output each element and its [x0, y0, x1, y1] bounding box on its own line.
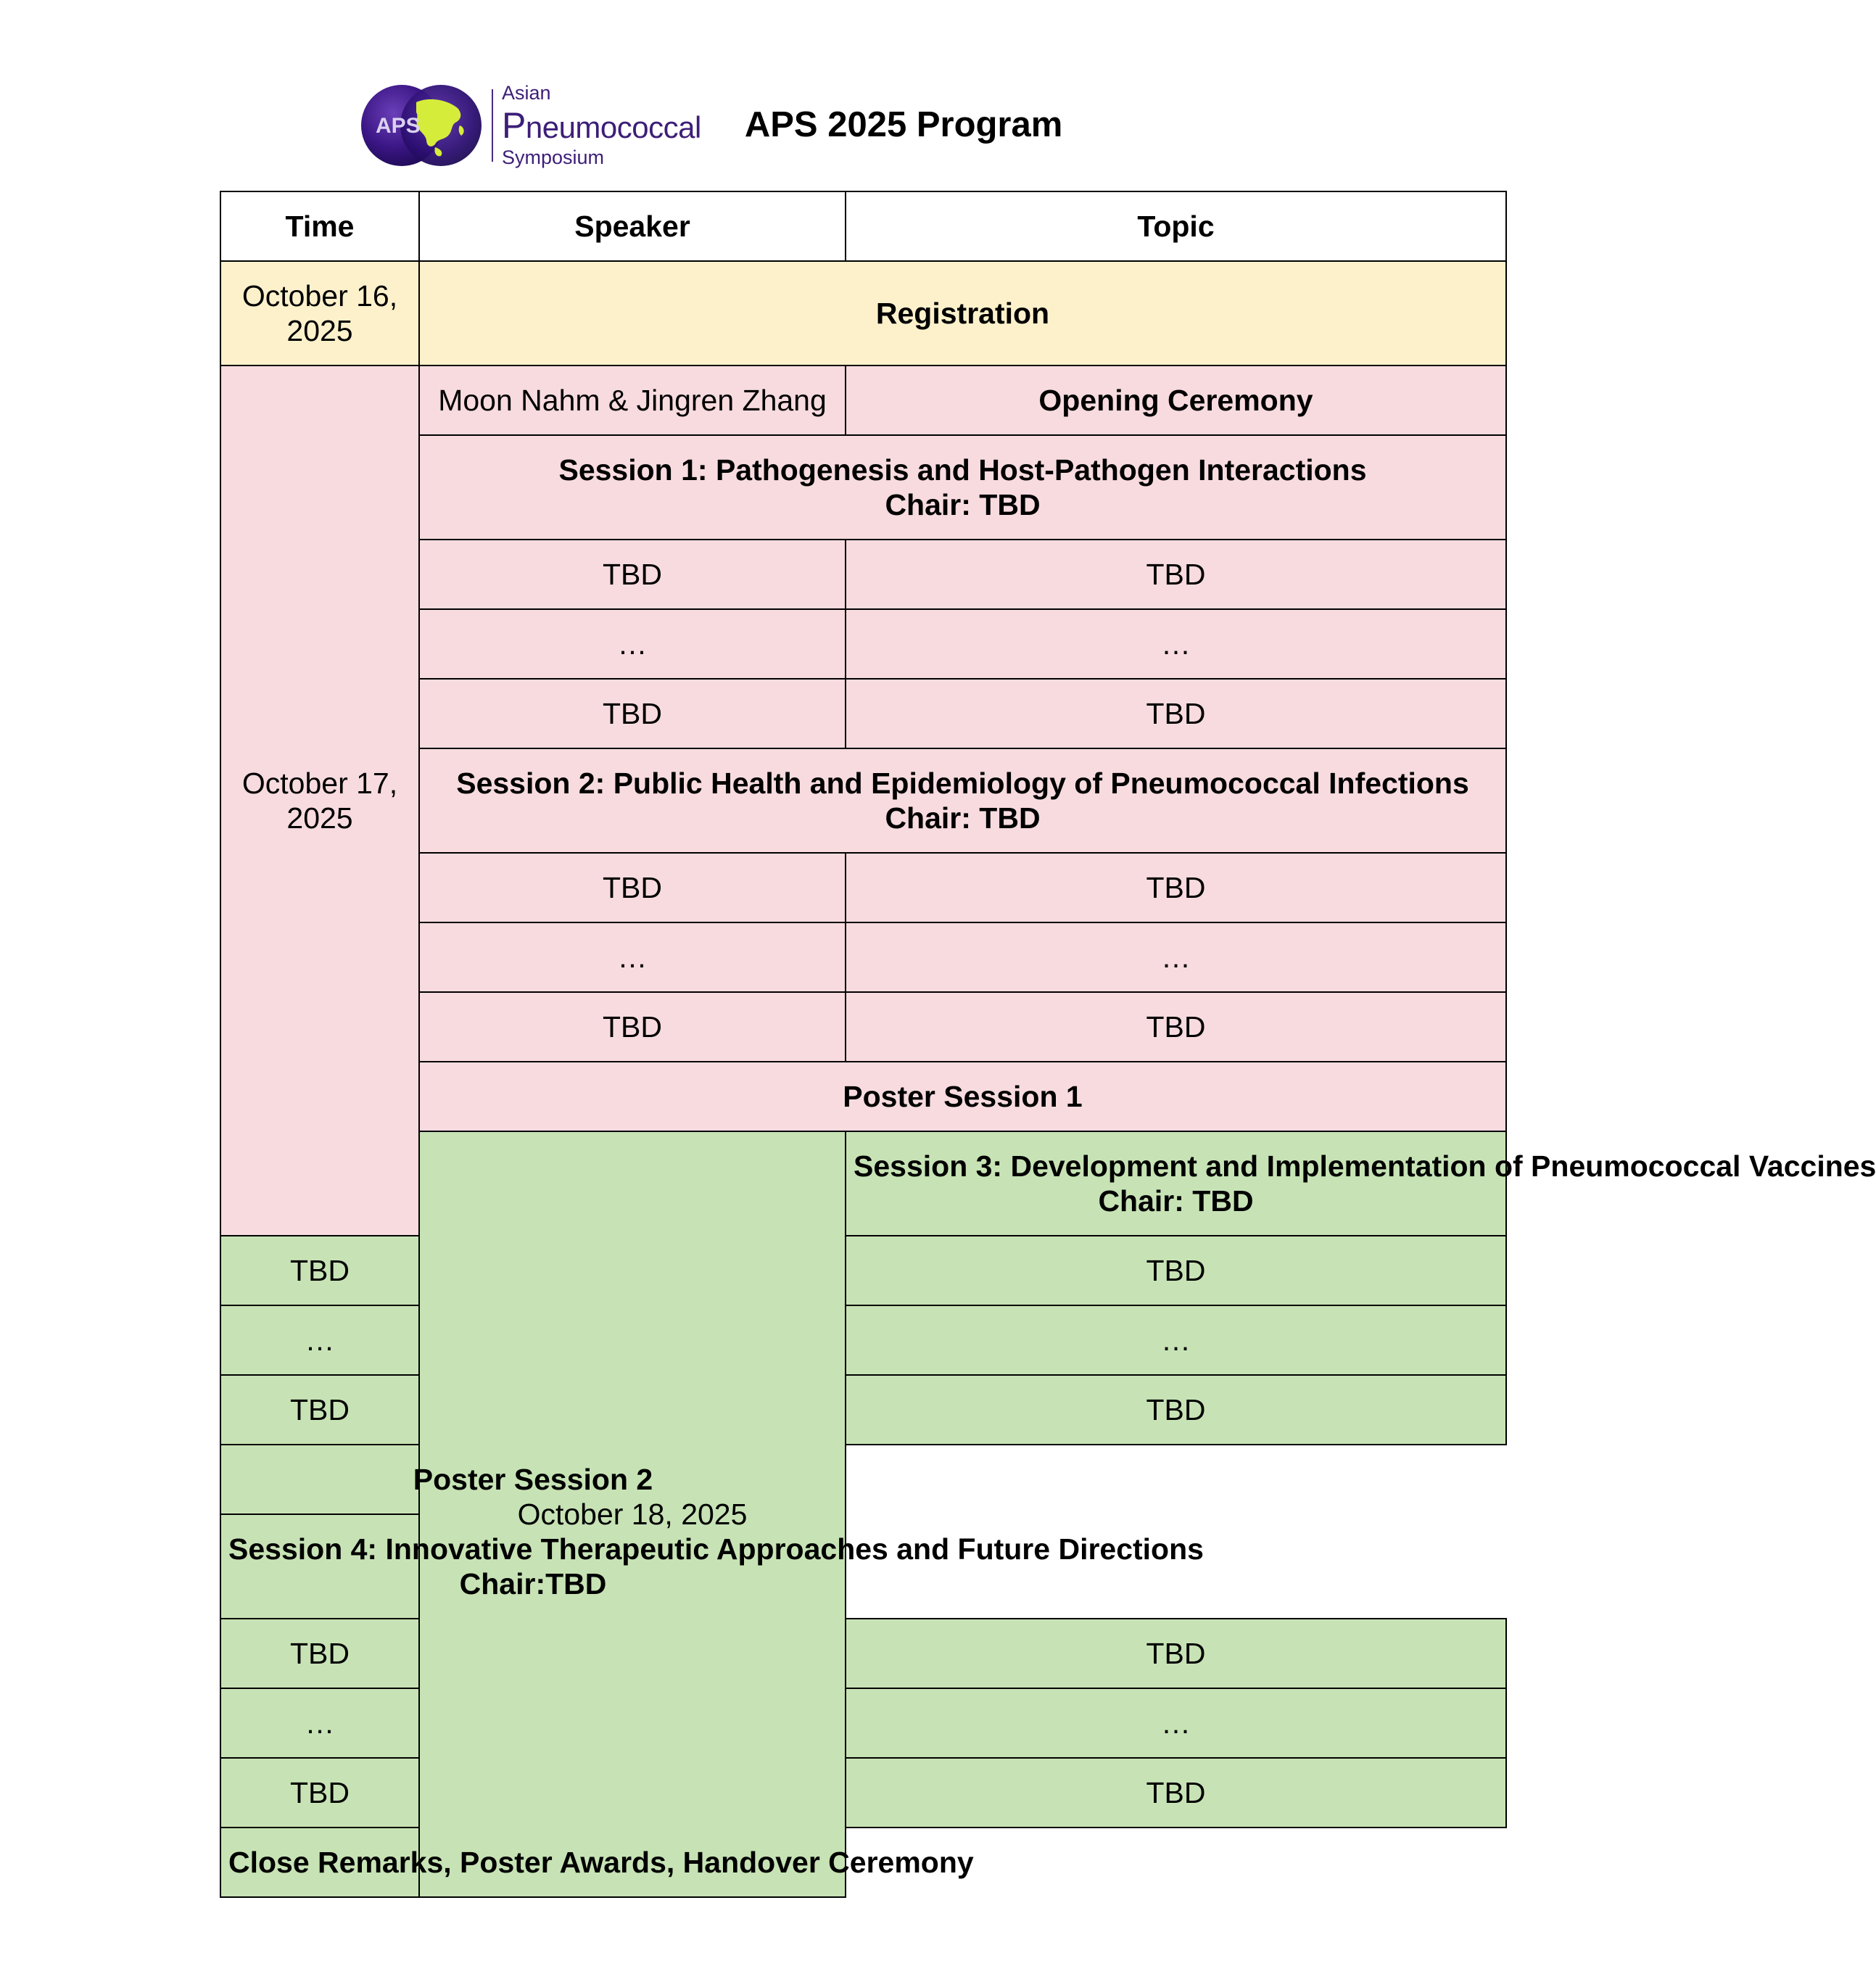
topic-cell: TBD — [846, 1619, 1506, 1688]
topic-cell: TBD — [846, 992, 1506, 1062]
speaker-cell: TBD — [220, 1619, 419, 1688]
table-header-row — [220, 191, 1506, 261]
closing-ceremony-cell: Close Remarks, Poster Awards, Handover Ceremony — [220, 1828, 846, 1897]
poster-session-2-cell: Poster Session 2 — [220, 1445, 846, 1514]
topic-cell: TBD — [846, 540, 1506, 609]
topic-cell: … — [846, 1688, 1506, 1758]
session1-chair: Chair: TBD — [885, 488, 1041, 521]
session1-header — [419, 435, 1506, 540]
header-speaker: Speaker — [419, 191, 846, 261]
logo-initial: P — [502, 104, 526, 146]
logo-line-rest: neumococcal — [525, 110, 701, 144]
table-row — [220, 1375, 1506, 1445]
speaker-cell: … — [419, 922, 846, 992]
session1-title: Session 1: Pathogenesis and Host-Pathogen Interactions — [558, 453, 1367, 487]
topic-cell: TBD — [846, 853, 1506, 922]
header-time: Time — [220, 191, 419, 261]
table-row — [220, 261, 1506, 366]
topic-cell: TBD — [846, 1758, 1506, 1828]
speaker-cell: TBD — [220, 1375, 419, 1445]
table-row — [220, 1758, 1506, 1828]
closing-row — [220, 1828, 1506, 1897]
speaker-cell: TBD — [220, 1236, 419, 1305]
logo-line-asian: Asian — [502, 81, 551, 104]
table-row — [220, 1619, 1506, 1688]
topic-cell: TBD — [846, 1375, 1506, 1445]
opening-topic-cell: Opening Ceremony — [846, 366, 1506, 435]
svg-text:APS: APS — [376, 113, 421, 138]
speaker-cell: TBD — [419, 679, 846, 748]
session3-title: Session 3: Development and Implementation of Pneumococcal Vaccines — [854, 1149, 1876, 1183]
speaker-cell: TBD — [220, 1758, 419, 1828]
speaker-cell: TBD — [419, 540, 846, 609]
speaker-cell: … — [220, 1688, 419, 1758]
registration-cell: Registration — [419, 261, 1506, 366]
opening-speaker-cell: Moon Nahm & Jingren Zhang — [419, 366, 846, 435]
logo-line-symposium: Symposium — [502, 146, 605, 168]
speaker-cell: … — [220, 1305, 419, 1375]
session2-title: Session 2: Public Health and Epidemiology of Pneumococcal Infections — [456, 767, 1469, 800]
globe-logo-icon — [360, 82, 483, 169]
topic-cell: … — [846, 922, 1506, 992]
speaker-cell: … — [419, 609, 846, 679]
aps-logo — [360, 80, 701, 170]
page-title: APS 2025 Program — [744, 105, 1063, 144]
program-table — [220, 191, 1876, 1898]
session-header-row — [220, 1514, 1506, 1619]
speaker-cell: TBD — [419, 992, 846, 1062]
page-header — [360, 80, 1062, 170]
session3-header — [846, 1131, 1876, 1236]
topic-cell: TBD — [846, 1236, 1506, 1305]
session4-title: Session 4: Innovative Therapeutic Approaches and Future Directions — [228, 1532, 1204, 1566]
session3-chair: Chair: TBD — [1098, 1184, 1254, 1218]
session2-header — [419, 748, 1506, 853]
poster-session-row — [220, 1445, 1506, 1514]
topic-cell: … — [846, 1305, 1506, 1375]
poster-session-1-cell: Poster Session 1 — [419, 1062, 1506, 1131]
speaker-cell: TBD — [419, 853, 846, 922]
table-row — [220, 1688, 1506, 1758]
table-row — [220, 366, 1506, 435]
date-cell-oct16: October 16, 2025 — [220, 261, 419, 366]
logo-line-pneumococcal — [502, 104, 701, 146]
table-row — [220, 1236, 1506, 1305]
session2-chair: Chair: TBD — [885, 801, 1041, 835]
date-cell-oct18: October 18, 2025 — [419, 1131, 846, 1897]
header-topic: Topic — [846, 191, 1506, 261]
date-cell-oct17: October 17, 2025 — [220, 366, 419, 1236]
session4-chair: Chair:TBD — [459, 1567, 607, 1601]
table-row — [220, 1305, 1506, 1375]
topic-cell: TBD — [846, 679, 1506, 748]
logo-divider — [492, 89, 493, 162]
logo-wordmark — [502, 83, 701, 168]
topic-cell: … — [846, 609, 1506, 679]
